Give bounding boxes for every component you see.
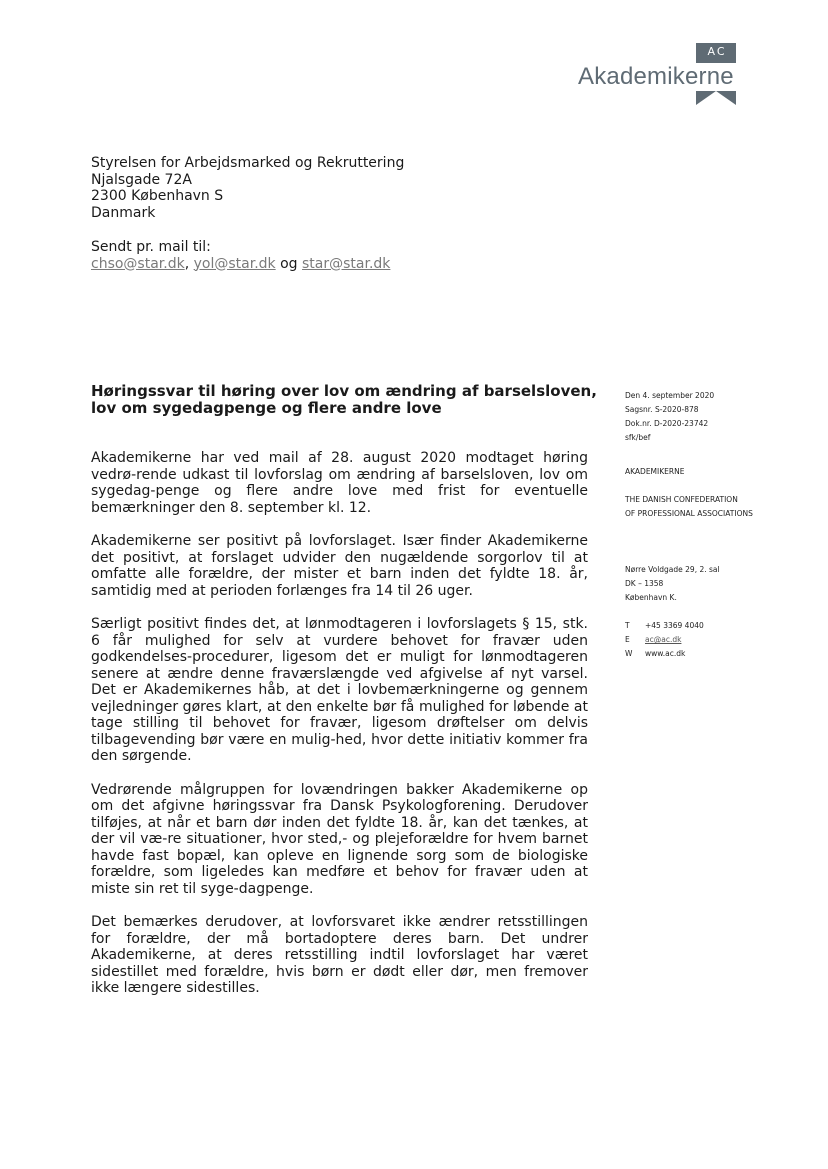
body-paragraph: Vedrørende målgruppen for lovændringen bakker Akademikerne op om det afgivne høringssvar fra Dansk Psykologforening. Derudover tilføjes, at når et barn dør inden det fyldte 18. år, kan det tænkes, at der vil væ-re situationer, hvor sted,- og plejeforældre for hvem barnet havde fast bopæl, kan opleve en lignende sorg som de biologiske forældre, som ligeledes kan medføre et behov for fravær uden at miste sin ret til syge-dagpenge.: [91, 781, 588, 897]
org-name: AKADEMIKERNE: [625, 467, 685, 476]
case-number: Sagsnr. S-2020-878: [625, 405, 699, 414]
sent-emails: [91, 256, 390, 273]
sent-by-mail: [91, 239, 390, 272]
phone-key: T: [625, 621, 630, 630]
web-key: W: [625, 649, 633, 658]
email-link-yol[interactable]: yol@star.dk: [193, 255, 276, 272]
email-link-chso[interactable]: chso@star.dk: [91, 255, 185, 272]
initials: sfk/bef: [625, 433, 651, 442]
body-paragraph: Særligt positivt findes det, at lønmodtageren i lovforslagets § 15, stk. 6 får mulighed for selv at vurdere behovet for fravær uden godkendelses-procedurer, ligesom det er muligt for lønmodtageren senere at ændre denne fraværslængde ved afgivelse af nyt varsel. Det er Akademikernes håb, at det i lovbemærkningerne og gennem vejledninger gøres klart, at den enkelte bør få mulighed for løbende at tage stilling til behovet for fravær, ligesom drøftelser om delvis tilbagevending bør være en mulig-hed, hvor dette initiativ kommer fra den sørgende.: [91, 616, 588, 764]
letter-subject: Høringssvar til høring over lov om ændring af barselsloven, lov om sygedagpenge og flere andre love: [91, 382, 597, 417]
sent-label: Sendt pr. mail til:: [91, 239, 211, 255]
email-separator: ,: [184, 255, 194, 272]
document-number: Dok.nr. D-2020-23742: [625, 419, 709, 428]
email-key: E: [625, 635, 630, 644]
recipient-line: Styrelsen for Arbejdsmarked og Rekruttering: [91, 155, 405, 171]
email-link-star[interactable]: star@star.dk: [302, 255, 391, 272]
org-english-line: THE DANISH CONFEDERATION: [625, 495, 738, 504]
logo-wordmark: Akademikerne: [578, 63, 734, 90]
phone-value: +45 3369 4040: [645, 621, 704, 630]
body-paragraph: Akademikerne har ved mail af 28. august 2020 modtaget høring vedrø-rende udkast til lovforslag om ændring af barselsloven, lov om sygedag-penge og flere andre love med frist for eventuelle bemærkninger den 8. september kl. 12.: [91, 450, 588, 516]
letter-body: [91, 450, 588, 1014]
email-link[interactable]: ac@ac.dk: [645, 635, 682, 644]
body-paragraph: Akademikerne ser positivt på lovforslaget. Især finder Akademikerne det positivt, at forslaget udvider den nugældende sorgorlov til at omfatte alle forældre, der mister et barn inden det fyldte 18. år, samtidig med at perioden forlænges fra 14 til 26 uger.: [91, 533, 588, 599]
org-address-line: DK – 1358: [625, 579, 664, 588]
logo-tab-text: AC: [707, 45, 727, 58]
letter-sidebar: [625, 389, 815, 661]
contact-email: [625, 633, 815, 647]
recipient-line: 2300 København S: [91, 188, 224, 204]
contact-phone: [625, 619, 815, 633]
org-english-line: OF PROFESSIONAL ASSOCIATIONS: [625, 509, 753, 518]
recipient-line: Njalsgade 72A: [91, 171, 192, 188]
letter-date: Den 4. september 2020: [625, 391, 715, 400]
web-link[interactable]: www.ac.dk: [645, 649, 686, 658]
org-address-line: København K.: [625, 593, 677, 602]
org-address-line: Nørre Voldgade 29, 2. sal: [625, 565, 720, 574]
email-separator: og: [275, 255, 303, 272]
body-paragraph: Det bemærkes derudover, at lovforsvaret ikke ændrer retsstillingen for forældre, der må bortadoptere deres barn. Det undrer Akademikerne, at deres retsstilling indtil lovforslaget har været sidestillet med forældre, hvis børn er dødt eller dør, men fremover ikke længere sidestilles.: [91, 914, 588, 996]
contact-web: [625, 647, 815, 661]
akademikerne-logo: [578, 43, 760, 107]
recipient-line: Danmark: [91, 204, 156, 221]
recipient-address: [91, 155, 404, 221]
